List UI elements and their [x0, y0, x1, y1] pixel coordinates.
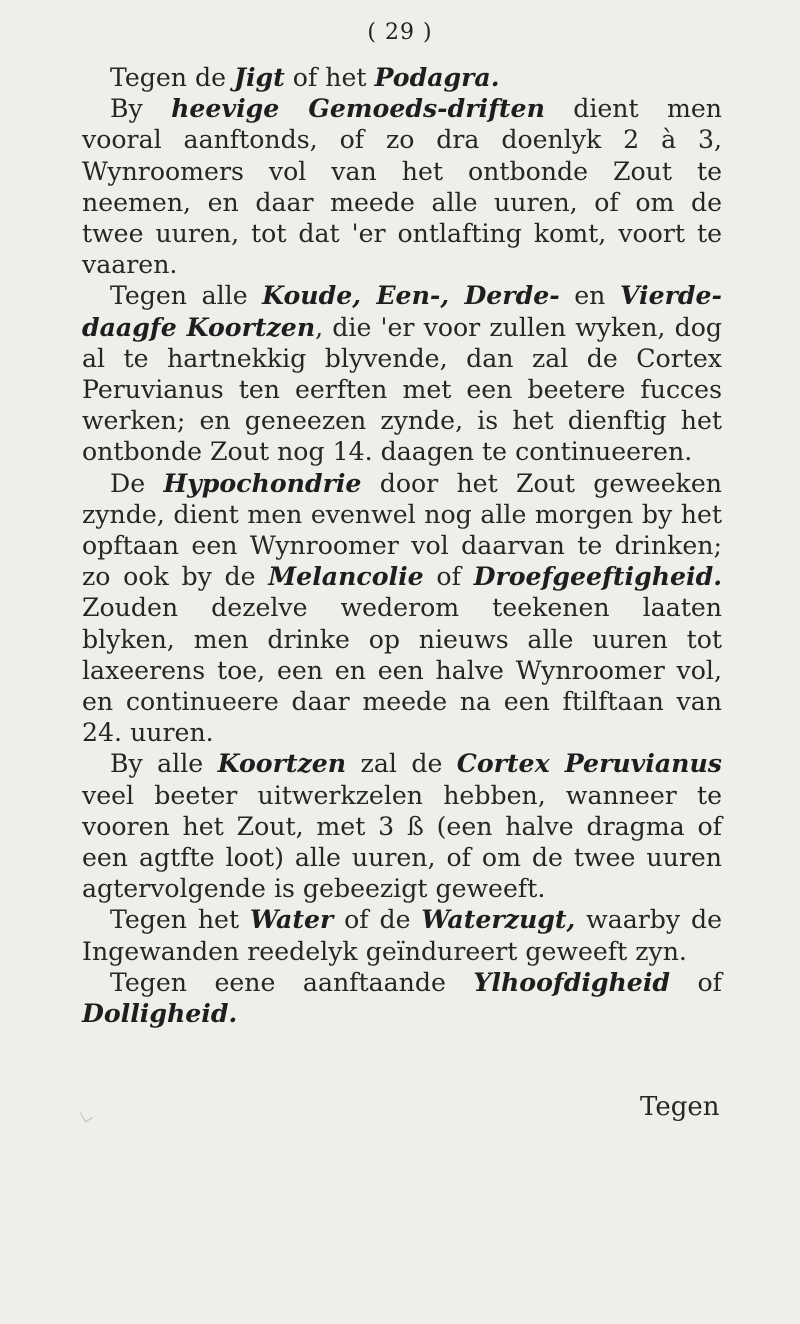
- text-run: of: [670, 967, 722, 997]
- paragraph: [82, 93, 722, 280]
- italic-term: Koortzen: [217, 748, 347, 779]
- paragraph: [82, 468, 722, 749]
- paragraph: [82, 967, 722, 1029]
- italic-term: Jigt: [234, 62, 285, 92]
- text-run: , die 'er voor zullen wyken, dog al te hartnekkig blyvende, dan zal de Cortex Peruvianus ten eerften met een beetere fucces werken; en geneezen zynde, is het dienftig het ontbonde Zout nog 14. daagen te continueeren.: [82, 312, 722, 467]
- paragraph: [82, 904, 722, 966]
- text-run: zal de: [346, 749, 457, 779]
- text-run: Zouden dezelve wederom teekenen laaten blyken, men drinke op nieuws alle uuren tot laxeerens toe, een en een halve Wynroomer vol, en continueere daar meede na een ftilftaan van 24. uuren.: [82, 593, 722, 748]
- paragraph: [82, 280, 722, 467]
- catchword: Tegen: [640, 1092, 720, 1122]
- text-run: door het Zout geweeken zynde, dient men evenwel nog alle morgen by het opftaan een Wynroomer vol daarvan te drinken; zo ook by de: [82, 468, 722, 592]
- italic-term: Cortex Peruvianus: [456, 748, 722, 779]
- italic-term: Hypochondrie: [163, 467, 362, 498]
- text-run: dient men vooral aanftonds, of zo dra doenlyk 2 à 3, Wynroomers vol van het ontbonde Zout te neemen, en daar meede alle uuren, of om de twee uuren, tot dat 'er ontlafting komt, voort te vaaren.: [82, 94, 722, 280]
- text-run: Tegen eene aanftaande: [110, 967, 474, 997]
- paragraph: [82, 62, 722, 93]
- text-run: By: [110, 94, 172, 124]
- italic-term: Vierde-daagfe Koortzen: [82, 280, 722, 342]
- italic-term: Podagra.: [374, 62, 500, 92]
- text-run: By alle: [110, 749, 218, 779]
- paragraph: [82, 748, 722, 904]
- italic-term: Melancolie: [268, 561, 424, 592]
- text-run: of de: [333, 905, 422, 935]
- italic-term: Dolligheid.: [82, 998, 238, 1029]
- italic-term: Droefgeeftigheid.: [473, 561, 723, 592]
- text-run: en: [559, 281, 620, 311]
- text-run: of: [423, 562, 474, 592]
- body-text: [82, 62, 722, 1029]
- italic-term: Waterzugt,: [421, 904, 576, 935]
- text-run: Tegen het: [110, 905, 250, 935]
- page-number: ( 29 ): [367, 20, 433, 45]
- text-run: waarby de Ingewanden reedelyk geïndureert geweeft zyn.: [82, 905, 723, 966]
- italic-term: Ylhoofdigheid: [473, 966, 671, 997]
- italic-term: Koude, Een-, Derde-: [262, 280, 560, 311]
- text-run: Tegen de: [110, 63, 235, 92]
- italic-term: Water: [249, 904, 334, 935]
- printer-mark: [80, 1108, 93, 1122]
- text-run: De: [110, 468, 164, 498]
- text-run: of het: [284, 63, 375, 92]
- text-run: veel beeter uitwerkzelen hebben, wanneer te vooren het Zout, met 3 ß (een halve dragma of een agtfte loot) alle uuren, of om de twee uuren agtervolgende is gebeezigt geweeft.: [82, 780, 722, 904]
- text-run: Tegen alle: [110, 281, 263, 311]
- italic-term: heevige Gemoeds-driften: [171, 93, 545, 124]
